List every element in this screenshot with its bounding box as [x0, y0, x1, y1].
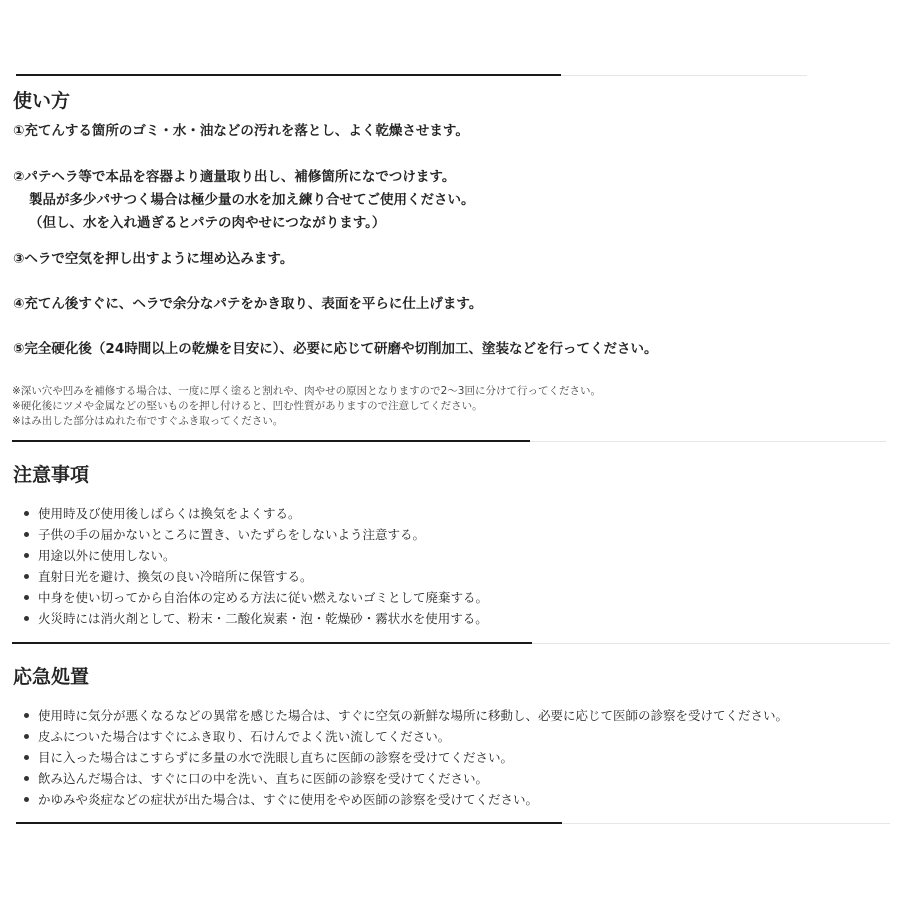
list-item: 使用時に気分が悪くなるなどの異常を感じた場合は、すぐに空気の新鮮な場所に移動し、必要に応じて医師の診察を受けてください。 — [20, 705, 788, 726]
list-item: 中身を使い切ってから自治体の定める方法に従い燃えないゴミとして廃棄する。 — [20, 587, 488, 608]
usage-step-1 — [13, 120, 469, 143]
usage-step-2-line-2: 製品が多少パサつく場合は極少量の水を加え練り合せてご使用ください。 — [29, 192, 475, 208]
usage-step-5 — [13, 338, 657, 361]
list-item: 子供の手の届かないところに置き、いたずらをしないよう注意する。 — [20, 524, 488, 545]
cautions-heading: 注意事項 — [13, 464, 90, 486]
usage-step-4 — [13, 293, 482, 316]
usage-step-2-line-1: ②パテヘラ等で本品を容器より適量取り出し、補修箇所になでつけます。 — [13, 169, 456, 185]
first-aid-list — [20, 705, 788, 810]
usage-step-4-line-1: ④充てん後すぐに、ヘラで余分なパテをかき取り、表面を平らに仕上げます。 — [13, 296, 483, 312]
usage-step-3-line-1: ③ヘラで空気を押し出すように埋め込みます。 — [13, 251, 294, 267]
usage-notes — [12, 384, 601, 429]
list-item: 目に入った場合はこすらずに多量の水で洗眼し直ちに医師の診察を受けてください。 — [20, 747, 788, 768]
list-item: かゆみや炎症などの症状が出た場合は、すぐに使用をやめ医師の診察を受けてください。 — [20, 789, 788, 810]
usage-heading: 使い方 — [13, 90, 71, 112]
section-divider-cautions — [12, 440, 530, 442]
section-divider-top — [16, 74, 561, 76]
section-divider-first-aid — [12, 642, 532, 644]
usage-step-2 — [13, 166, 475, 235]
list-item: 火災時には消火剤として、粉末・二酸化炭素・泡・乾燥砂・霧状水を使用する。 — [20, 608, 488, 629]
usage-note: ※はみ出した部分はぬれた布ですぐふき取ってください。 — [12, 415, 284, 427]
list-item: 用途以外に使用しない。 — [20, 545, 488, 566]
list-item: 直射日光を避け、換気の良い冷暗所に保管する。 — [20, 566, 488, 587]
usage-step-3 — [13, 248, 293, 271]
section-divider-bottom — [16, 822, 562, 824]
cautions-list — [20, 503, 488, 629]
usage-step-2-line-3: （但し、水を入れ過ぎるとパテの肉やせにつながります。） — [29, 215, 386, 231]
usage-note: ※硬化後にツメや金属などの堅いものを押し付けると、凹む性質がありますので注意してください。 — [12, 400, 483, 412]
usage-note: ※深い穴や凹みを補修する場合は、一度に厚く塗ると割れや、肉やせの原因となりますので2～3回に分けて行ってください。 — [12, 385, 601, 397]
usage-step-5-line-1: ⑤完全硬化後（24時間以上の乾燥を目安に）、必要に応じて研磨や切削加工、塗装などを行ってください。 — [13, 341, 658, 357]
first-aid-heading: 応急処置 — [13, 666, 90, 688]
list-item: 飲み込んだ場合は、すぐに口の中を洗い、直ちに医師の診察を受けてください。 — [20, 768, 788, 789]
usage-step-1-line-1: ①充てんする箇所のゴミ・水・油などの汚れを落とし、よく乾燥させます。 — [13, 123, 469, 139]
list-item: 皮ふについた場合はすぐにふき取り、石けんでよく洗い流してください。 — [20, 726, 788, 747]
list-item: 使用時及び使用後しばらくは換気をよくする。 — [20, 503, 488, 524]
